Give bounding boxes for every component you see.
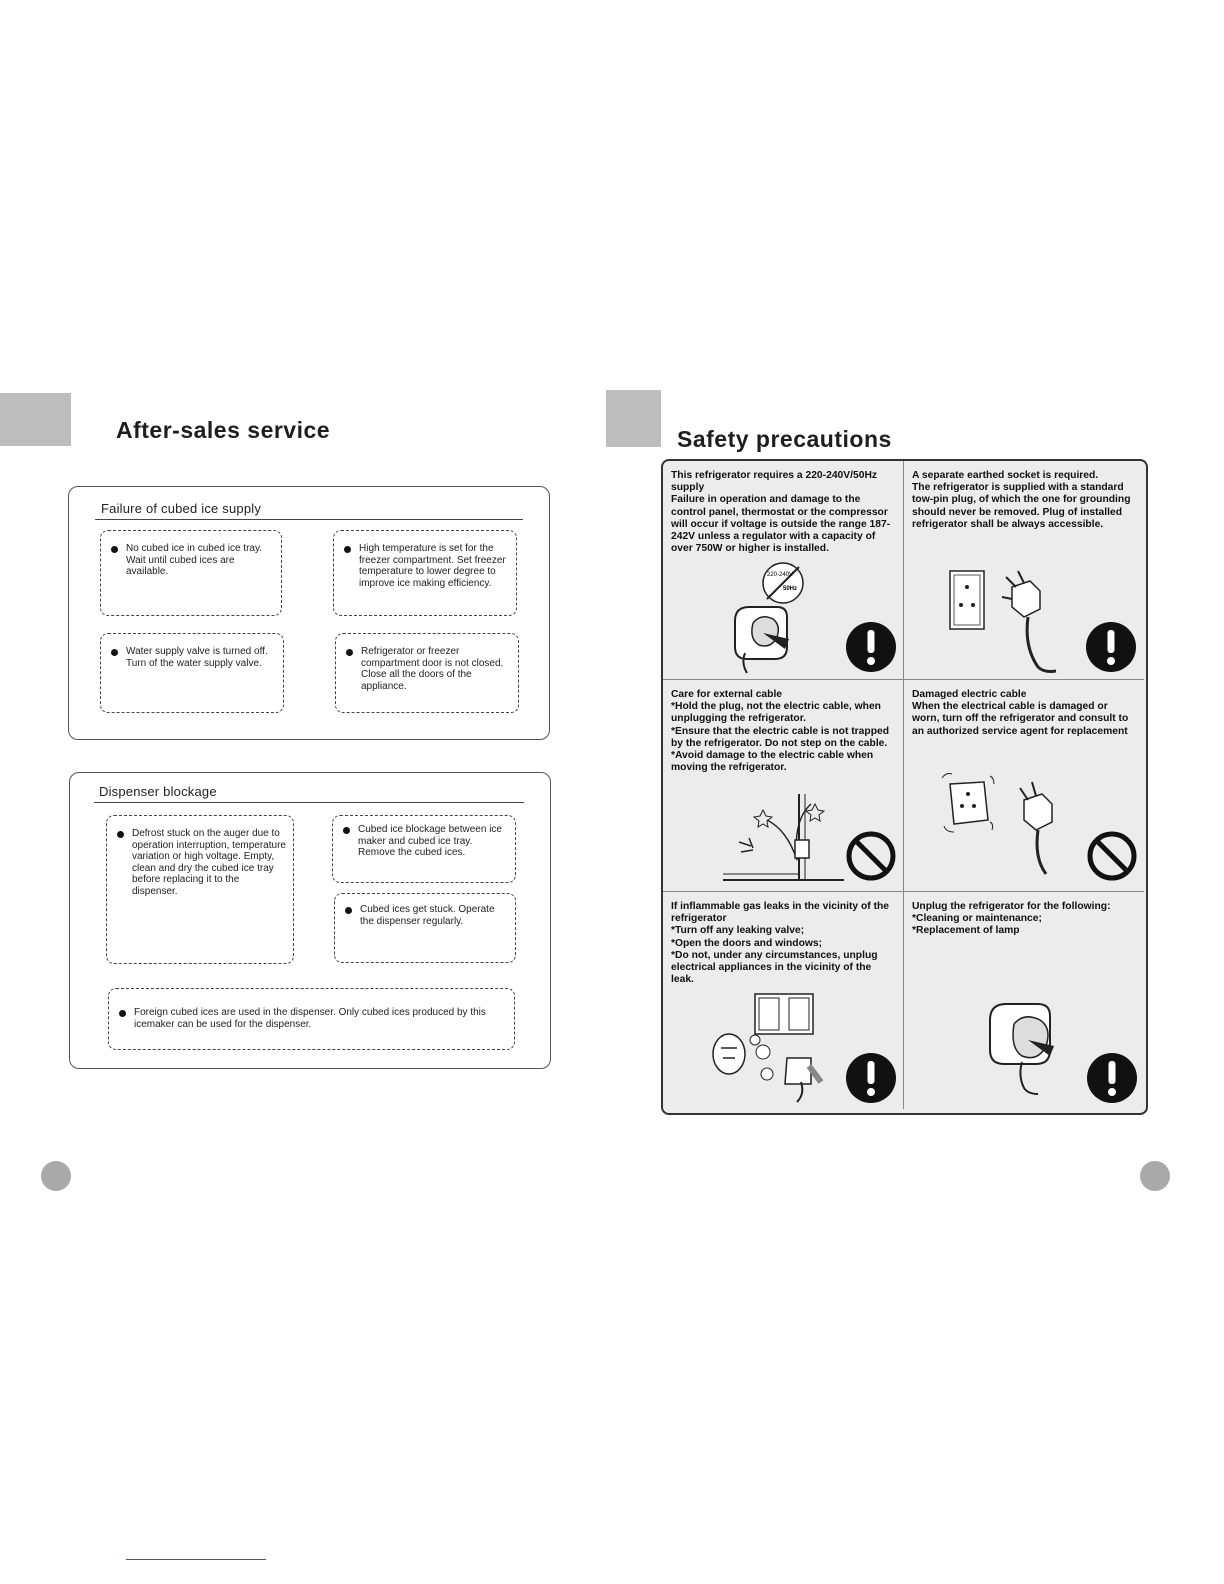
panel-dispenser-blockage xyxy=(69,772,551,1069)
right-page-tab xyxy=(606,390,661,447)
tip-box xyxy=(335,633,519,713)
cell-line: *Cleaning or maintenance; xyxy=(912,913,1042,925)
tip-text: Water supply valve is turned off. Turn of the water supply valve. xyxy=(126,646,268,669)
bullet-icon xyxy=(111,649,118,656)
cell-line: *Hold the plug, not the electric cable, when unplugging the refrigerator. xyxy=(671,701,881,725)
cell-heading: Care for external cable xyxy=(671,689,783,700)
cell-heading: Damaged electric cable xyxy=(912,689,1027,700)
safety-cell-unplug xyxy=(903,892,1144,1109)
tip-text: High temperature is set for the freezer compartment. Set freezer temperature to lower degree to improve ice making efficiency. xyxy=(359,543,506,589)
cell-body: When the electrical cable is damaged or worn, turn off the refrigerator and consult to an authorized service agent for replacement xyxy=(912,701,1129,737)
cell-body: The refrigerator is supplied with a standard tow-pin plug, of which the one for grounding should never be removed. Plug of installed refrigerator shall be always accessible. xyxy=(912,482,1131,530)
bullet-icon xyxy=(111,546,118,553)
cell-heading: Unplug the refrigerator for the following: xyxy=(912,901,1111,912)
tip-box xyxy=(332,815,516,883)
damaged-plug-illustration xyxy=(938,770,1078,880)
tip-box xyxy=(333,530,517,616)
tip-text: Cubed ices get stuck. Operate the dispenser regularly. xyxy=(360,904,495,927)
safety-cell-earthed-socket xyxy=(903,461,1144,680)
mandatory-icon xyxy=(1085,621,1137,673)
voltage-label: 220-240V xyxy=(767,572,794,578)
mandatory-icon xyxy=(845,621,897,673)
tip-text: No cubed ice in cubed ice tray. Wait until cubed ices are available. xyxy=(126,543,263,577)
tip-box xyxy=(100,530,282,616)
mandatory-icon xyxy=(845,1052,897,1104)
unplug-illustration xyxy=(984,998,1084,1098)
safety-grid xyxy=(661,459,1148,1115)
tip-text: Cubed ice blockage between ice maker and cubed ice tray. Remove the cubed ices. xyxy=(358,824,502,858)
earthed-plug-illustration xyxy=(946,565,1076,673)
divider xyxy=(94,802,524,803)
tip-box-wide xyxy=(108,988,515,1050)
cell-heading: If inflammable gas leaks in the vicinity of the refrigerator xyxy=(671,901,890,925)
prohibited-icon xyxy=(845,830,897,882)
tip-box xyxy=(334,893,516,963)
cell-line: *Do not, under any circumstances, unplug electrical appliances in the vicinity of the leak. xyxy=(671,949,878,986)
bullet-icon xyxy=(345,907,352,914)
bullet-icon xyxy=(346,649,353,656)
mandatory-icon xyxy=(1086,1052,1138,1104)
cell-body: Failure in operation and damage to the control panel, thermostat or the compressor will occur if voltage is outside the range 187-242V unless a regulator with a capacity of over 750W or higher is installed. xyxy=(671,494,891,555)
tip-text: Refrigerator or freezer compartment door is not closed. Close all the doors of the appliance. xyxy=(361,646,504,692)
prohibited-icon xyxy=(1086,830,1138,882)
cell-heading: A separate earthed socket is required. xyxy=(912,470,1099,481)
page-title: After-sales service xyxy=(116,417,331,443)
cell-line: *Ensure that the electric cable is not trapped by the refrigerator. Do not step on the cable. xyxy=(671,725,890,749)
divider xyxy=(95,519,523,520)
tip-text: Defrost stuck on the auger due to operation interruption, temperature variation or high voltage. Empty, clean and dry the cubed ice tray before replacing it to the dispenser. xyxy=(132,828,286,897)
tip-box xyxy=(100,633,284,713)
tip-box xyxy=(106,815,294,964)
page-title: Safety precautions xyxy=(677,426,892,452)
page-marker-right xyxy=(1140,1161,1170,1191)
bullet-icon xyxy=(117,831,124,838)
panel-heading: Failure of cubed ice supply xyxy=(101,501,262,516)
bullet-icon xyxy=(343,827,350,834)
plug-socket-illustration xyxy=(723,561,823,676)
cable-trapped-illustration xyxy=(719,790,849,890)
safety-cell-external-cable xyxy=(663,680,903,892)
bullet-icon xyxy=(344,546,351,553)
footer-line xyxy=(126,1559,266,1560)
panel-cubed-ice-failure xyxy=(68,486,550,740)
cell-line: *Open the doors and windows; xyxy=(671,937,823,949)
cell-heading: This refrigerator requires a 220-240V/50Hz supply xyxy=(671,470,878,494)
panel-heading: Dispenser blockage xyxy=(99,784,217,799)
tip-text: Foreign cubed ices are used in the dispenser. Only cubed ices produced by this icemaker can be used for the dispenser. xyxy=(134,1007,486,1030)
safety-cell-power-supply xyxy=(663,461,903,680)
bullet-icon xyxy=(119,1010,126,1017)
left-page-tab xyxy=(0,393,71,446)
safety-cell-damaged-cable xyxy=(903,680,1144,892)
gas-leak-illustration xyxy=(701,992,841,1104)
safety-cell-gas-leak xyxy=(663,892,903,1109)
cell-line: *Avoid damage to the electric cable when moving the refrigerator. xyxy=(671,750,874,774)
cell-line: *Turn off any leaking valve; xyxy=(671,925,805,937)
cell-line: *Replacement of lamp xyxy=(912,925,1020,937)
frequency-label: 50Hz xyxy=(783,586,798,592)
page-marker-left xyxy=(41,1161,71,1191)
